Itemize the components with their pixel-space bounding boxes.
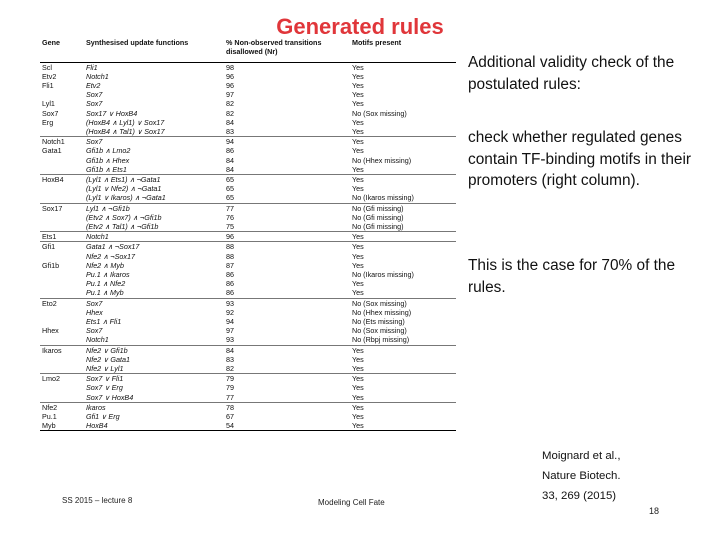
percent-cell: 97 [226,90,234,100]
motif-cell: Yes [352,80,364,90]
percent-cell: 94 [226,316,234,326]
motif-cell: Yes [352,260,364,270]
motif-cell: Yes [352,117,364,127]
percent-cell: 86 [226,288,234,298]
percent-cell: 67 [226,412,234,422]
gene-cell [40,393,84,403]
table-row [40,62,456,72]
function-cell: Nfe2 ∨ Gata1 [86,354,131,364]
table-row [40,127,456,137]
gene-cell [40,288,84,298]
percent-cell: 79 [224,374,350,384]
gene-cell: Ikaros [40,345,84,355]
table-row [40,184,456,193]
table-row [40,326,456,335]
percent-cell: 96 [226,80,234,90]
header-motifs: Motifs present [350,38,456,62]
table-row [40,270,456,279]
table-row [40,165,456,175]
motif-cell: Yes [352,184,364,194]
motif-cell: No (Sox missing) [352,326,407,336]
percent-cell: 82 [226,108,234,118]
citation-journal: Nature Biotech. [542,470,621,482]
motif-cell: Yes [350,62,456,72]
table-row [40,81,456,90]
percent-cell: 75 [226,221,234,231]
header-gene: Gene [40,38,84,62]
table-row [40,72,456,81]
table-row [40,213,456,222]
table-row [40,288,456,298]
table-row [40,242,456,252]
motif-cell: No (Ikaros missing) [352,269,414,279]
percent-cell: 87 [226,260,234,270]
side-text-intro: Additional validity check of the postulated rules: [468,54,675,93]
function-cell: Nfe2 ∨ Gfi1b [84,345,224,355]
gene-cell: HoxB4 [40,174,84,184]
motif-cell: No (Sox missing) [350,298,456,308]
gene-cell [40,355,84,364]
motif-cell: Yes [350,232,456,242]
table-row [40,146,456,155]
percent-cell: 65 [226,193,234,203]
gene-cell: Myb [40,421,84,431]
table-row [40,252,456,261]
percent-cell: 82 [226,99,234,109]
motif-cell: Yes [352,279,364,289]
percent-cell: 65 [224,174,350,184]
table-row [40,374,456,384]
motif-cell: Yes [352,392,364,402]
rules-table [40,38,456,431]
percent-cell: 65 [226,184,234,194]
percent-cell: 79 [226,383,234,393]
function-cell: Hhex [86,307,103,317]
motif-cell: Yes [350,421,456,431]
table-row [40,137,456,147]
table-row [40,308,456,317]
table-row [40,193,456,203]
percent-cell: 84 [226,155,234,165]
percent-cell: 83 [226,126,234,136]
motif-cell: No (Ets missing) [352,316,405,326]
percent-cell: 93 [224,298,350,308]
function-cell: Pu.1 ∧ Myb [86,288,124,298]
percent-cell: 84 [224,345,350,355]
function-cell: Sox7 [86,99,103,109]
table-row [40,421,456,431]
gene-cell: Gfi1 [40,242,84,252]
table-row [40,90,456,99]
function-cell: Fli1 [84,62,224,72]
motif-cell: Yes [352,354,364,364]
percent-cell: 86 [226,269,234,279]
function-cell: Gfi1b ∧ Lmo2 [86,146,131,156]
gene-cell: Lmo2 [40,374,84,384]
footer-course: Modeling Cell Fate [318,498,385,507]
function-cell: Sox7 [84,137,224,147]
table-row [40,298,456,308]
motif-cell: Yes [352,146,364,156]
function-cell: Lyl1 ∧ ¬Gfi1b [84,203,224,213]
table-row [40,335,456,345]
function-cell: Sox7 [86,90,103,100]
motif-cell: Yes [350,402,456,412]
header-non-observed: % Non-observed transitions disallowed (Nr) [224,38,350,62]
motif-cell: Yes [350,242,456,252]
gene-cell: Eto2 [40,298,84,308]
motif-cell: No (Gfi missing) [352,221,404,231]
gene-cell [40,213,84,222]
percent-cell: 98 [224,62,350,72]
function-cell: Notch1 [84,232,224,242]
gene-cell: Pu.1 [42,412,57,422]
gene-cell: Scl [40,62,84,72]
motif-cell: Yes [352,126,364,136]
function-cell: Sox7 [84,298,224,308]
percent-cell: 54 [224,421,350,431]
percent-cell: 92 [226,307,234,317]
motif-cell: No (Ikaros missing) [352,193,414,203]
function-cell: Gfi1b ∧ Ets1 [86,164,127,174]
percent-cell: 82 [226,364,234,373]
percent-cell: 83 [226,354,234,364]
motif-cell: Yes [352,251,364,261]
table-row [40,383,456,392]
motif-cell: Yes [352,364,364,373]
slide-title: Generated rules [276,14,444,39]
table-row [40,393,456,403]
percent-cell: 88 [226,251,234,261]
table-row [40,317,456,326]
gene-cell [40,270,84,279]
header-update-functions: Synthesised update functions [84,38,224,62]
motif-cell: Yes [350,345,456,355]
table-row [40,364,456,374]
gene-cell: Fli1 [42,80,54,90]
motif-cell: Yes [352,383,364,393]
function-cell: (Lyl1 ∨ Nfe2) ∧ ¬Gata1 [86,184,162,194]
table-row [40,203,456,213]
table-row [40,232,456,242]
gene-cell [40,279,84,288]
motif-cell: Yes [352,412,364,422]
gene-cell [40,364,84,374]
function-cell: (HoxB4 ∧ Tal1) ∨ Sox17 [86,126,165,136]
motif-cell: No (Hhex missing) [352,307,412,317]
gene-cell [40,184,84,193]
table-row [40,412,456,421]
function-cell: Nfe2 ∨ Lyl1 [86,364,124,373]
table-row [40,118,456,127]
gene-cell [40,165,84,175]
function-cell: Pu.1 ∧ Ikaros [86,269,130,279]
percent-cell: 86 [226,279,234,289]
citation-authors: Moignard et al., [542,450,621,462]
motif-cell: No (Rbpj missing) [352,335,410,345]
gene-cell: Hhex [42,326,59,336]
motif-cell: Yes [350,137,456,147]
function-cell: Sox7 ∨ Fli1 [84,374,224,384]
function-cell: Sox7 ∨ HoxB4 [86,392,134,402]
percent-cell: 94 [224,137,350,147]
side-text-check: check whether regulated genes contain TF-binding motifs in their promoters (right column). [468,129,691,189]
percent-cell: 76 [226,212,234,222]
percent-cell: 96 [224,232,350,242]
table-row [40,402,456,412]
motif-cell: Yes [352,90,364,100]
table-row [40,279,456,288]
function-cell: (Etv2 ∧ Sox7) ∧ ¬Gfi1b [86,212,162,222]
table-row [40,174,456,184]
gene-cell: Notch1 [40,137,84,147]
function-cell: Gfi1 ∨ Erg [86,412,120,422]
table-header-row [40,38,456,62]
function-cell: Ikaros [84,402,224,412]
gene-cell [40,156,84,165]
function-cell: Sox7 [86,326,103,336]
motif-cell: Yes [352,99,364,109]
citation [542,446,621,506]
percent-cell: 97 [226,326,234,336]
function-cell: Ets1 ∧ Fli1 [86,316,122,326]
footer-lecture: SS 2015 – lecture 8 [62,496,133,505]
gene-cell [40,127,84,137]
function-cell: Gfi1b ∧ Hhex [86,155,130,165]
percent-cell: 96 [226,71,234,81]
gene-cell [40,335,84,345]
gene-cell: Gfi1b [42,260,60,270]
gene-cell: Sox7 [42,108,59,118]
motif-cell: Yes [352,71,364,81]
gene-cell: Gata1 [42,146,62,156]
percent-cell: 88 [224,242,350,252]
percent-cell: 86 [226,146,234,156]
function-cell: (HoxB4 ∧ Lyl1) ∨ Sox17 [86,117,165,127]
function-cell: Nfe2 ∧ Myb [86,260,125,270]
percent-cell: 78 [224,402,350,412]
table-row [40,261,456,270]
table-row [40,109,456,118]
table-row [40,156,456,165]
motif-cell: No (Gfi missing) [350,203,456,213]
gene-cell: Erg [42,117,54,127]
citation-volume: 33, 269 (2015) [542,490,617,502]
function-cell: Pu.1 ∧ Nfe2 [86,279,126,289]
gene-cell: Etv2 [42,71,57,81]
table-row [40,99,456,108]
motif-cell: Yes [352,288,364,298]
gene-cell: Sox17 [40,203,84,213]
function-cell: Sox17 ∨ HoxB4 [86,108,138,118]
table-row [40,345,456,355]
percent-cell: 84 [226,117,234,127]
motif-cell: No (Sox missing) [352,108,407,118]
percent-cell: 84 [226,164,234,174]
gene-cell: Lyl1 [42,99,55,109]
motif-cell: No (Hhex missing) [352,155,412,165]
gene-cell: Ets1 [40,232,84,242]
function-cell: Gata1 ∧ ¬Sox17 [84,242,224,252]
function-cell: HoxB4 [84,421,224,431]
motif-cell: No (Gfi missing) [352,212,404,222]
function-cell: (Etv2 ∧ Tal1) ∧ ¬Gfi1b [86,221,159,231]
percent-cell: 77 [224,203,350,213]
function-cell: Sox7 ∨ Erg [86,383,123,393]
rules-table-body [40,62,456,431]
function-cell: Etv2 [86,80,101,90]
gene-cell [40,222,84,232]
function-cell: (Lyl1 ∨ Ikaros) ∧ ¬Gata1 [86,193,166,203]
gene-cell: Nfe2 [40,402,84,412]
page-number: 18 [649,506,660,516]
percent-cell: 77 [226,392,234,402]
function-cell: Notch1 [86,335,109,345]
gene-cell [40,317,84,326]
motif-cell: Yes [352,164,364,174]
function-cell: (Lyl1 ∧ Ets1) ∧ ¬Gata1 [84,174,224,184]
motif-cell: Yes [350,374,456,384]
motif-cell: Yes [350,174,456,184]
table-row [40,222,456,232]
gene-cell [40,308,84,317]
gene-cell [40,252,84,261]
gene-cell [40,383,84,392]
gene-cell [40,90,84,99]
percent-cell: 93 [226,335,234,345]
gene-cell [40,193,84,203]
function-cell: Nfe2 ∧ ¬Sox17 [86,251,136,261]
table-row [40,355,456,364]
side-text-result: This is the case for 70% of the rules. [468,257,676,296]
function-cell: Notch1 [86,71,109,81]
